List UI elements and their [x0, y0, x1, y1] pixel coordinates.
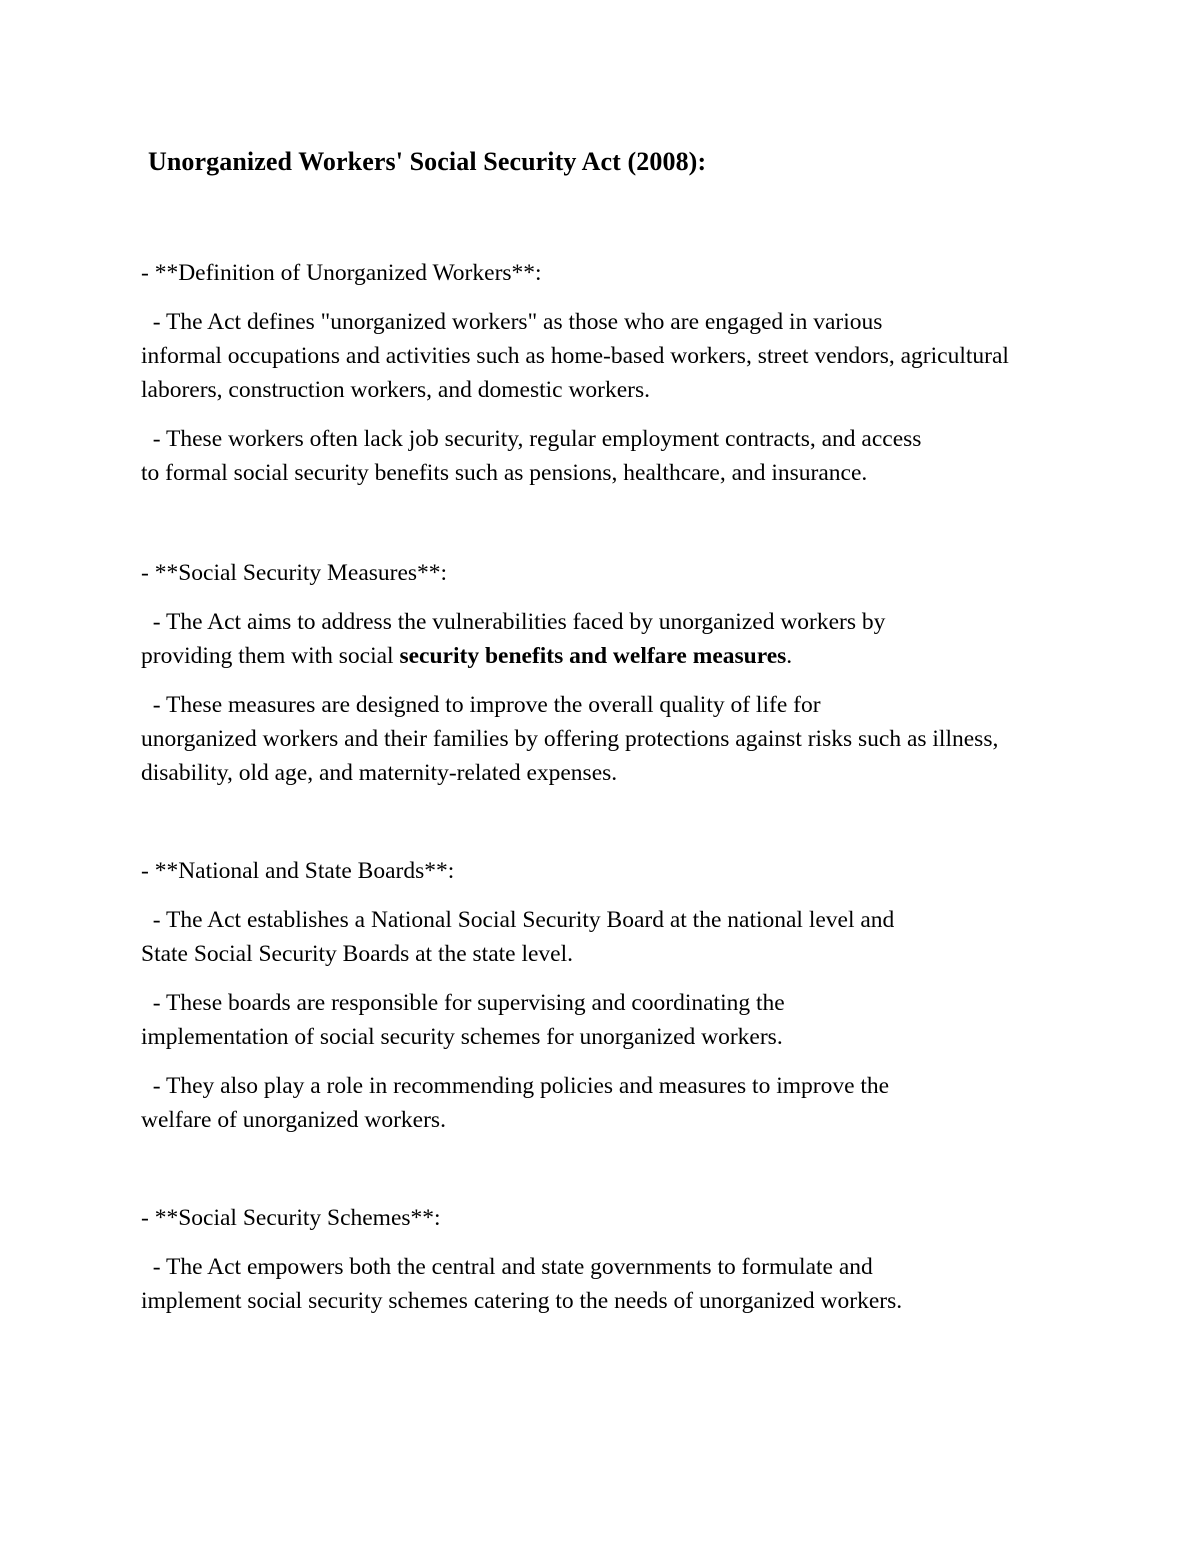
section-boards [141, 854, 1071, 1137]
section-definition [141, 256, 1071, 490]
section-measures [141, 556, 1071, 790]
paragraph-line: - These measures are designed to improve the overall quality of life for [141, 692, 821, 718]
paragraph-line: - The Act empowers both the central and state governments to formulate and [141, 1254, 873, 1280]
paragraph-text: providing them with social [141, 643, 400, 669]
paragraph-line: - They also play a role in recommending policies and measures to improve the [141, 1073, 890, 1099]
paragraph [141, 903, 1071, 971]
paragraph-line: - These boards are responsible for supervising and coordinating the [141, 990, 785, 1016]
section-heading: - **Social Security Schemes**: [141, 1205, 441, 1231]
paragraph-text: to formal social security benefits such as pensions, healthcare, and insurance. [141, 460, 868, 486]
paragraph-text: implement social security schemes catering to the needs of unorganized workers. [141, 1288, 903, 1314]
paragraph [141, 422, 1071, 490]
paragraph-text: . [786, 643, 793, 669]
section-heading: - **Definition of Unorganized Workers**: [141, 260, 542, 286]
paragraph [141, 688, 1071, 790]
section-heading: - **National and State Boards**: [141, 858, 455, 884]
paragraph [141, 1069, 1071, 1137]
bold-text: security benefits and welfare measures [399, 643, 787, 669]
paragraph [141, 986, 1071, 1054]
section-heading: - **Social Security Measures**: [141, 560, 448, 586]
paragraph-text: unorganized workers and their families by offering protections against risks such as illness, disability, old age, and maternity-related expenses. [141, 726, 999, 786]
paragraph-line: - These workers often lack job security, regular employment contracts, and access [141, 426, 922, 452]
paragraph-text: welfare of unorganized workers. [141, 1107, 446, 1133]
paragraph-text: State Social Security Boards at the state level. [141, 941, 574, 967]
document-page [141, 142, 1071, 1318]
section-schemes [141, 1201, 1071, 1318]
paragraph-line: - The Act aims to address the vulnerabilities faced by unorganized workers by [141, 609, 886, 635]
paragraph [141, 305, 1071, 407]
paragraph [141, 605, 1071, 673]
paragraph-line: - The Act establishes a National Social Security Board at the national level and [141, 907, 895, 933]
paragraph [141, 1250, 1071, 1318]
document-title: Unorganized Workers' Social Security Act (2008): [148, 147, 707, 176]
paragraph-line: - The Act defines "unorganized workers" as those who are engaged in various [141, 309, 883, 335]
paragraph-text: implementation of social security schemes for unorganized workers. [141, 1024, 783, 1050]
paragraph-text: informal occupations and activities such as home-based workers, street vendors, agricultural laborers, construction workers, and domestic workers. [141, 343, 1009, 403]
